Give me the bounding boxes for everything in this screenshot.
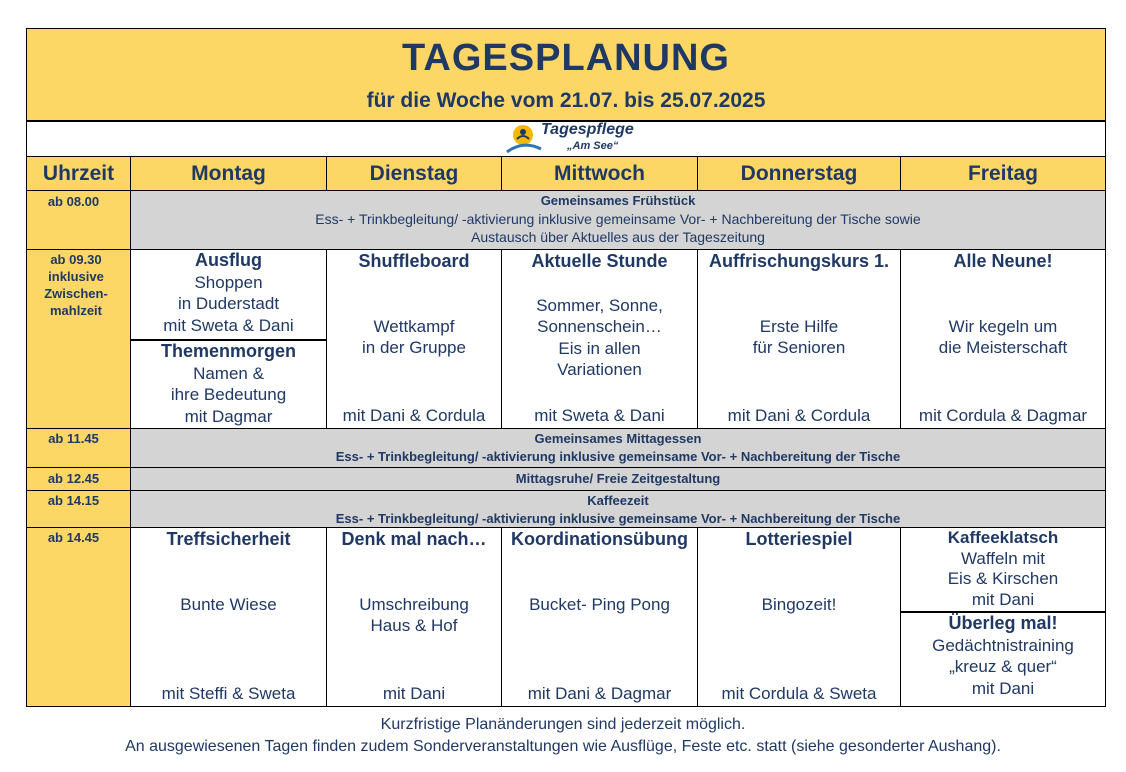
lunch-title: Gemeinsames Mittagessen	[534, 431, 702, 446]
activity-line: ihre Bedeutung	[170, 385, 287, 404]
footer-line: Kurzfristige Planänderungen sind jederzeit möglich.	[380, 716, 746, 733]
activity-line: Variationen	[557, 360, 642, 379]
activity-staff: mit Sweta & Dani	[534, 405, 665, 425]
activity-line: mit Dani	[971, 589, 1035, 609]
morning-friday	[900, 249, 1106, 429]
activity-line: die Meisterschaft	[938, 338, 1068, 357]
activity-line: Umschreibung	[359, 594, 469, 614]
activity-staff: mit Cordula & Dagmar	[918, 405, 1088, 425]
activity-staff: mit Cordula & Sweta	[721, 683, 877, 703]
lunch-band	[130, 428, 1106, 468]
col-header-friday: Freitag	[900, 156, 1106, 191]
morning-tuesday	[326, 249, 502, 429]
morning-monday-excursion	[130, 250, 327, 339]
activity-title: Ausflug	[195, 250, 262, 270]
time-divider	[26, 249, 131, 250]
col-header-tuesday: Dienstag	[326, 156, 502, 191]
activity-line: Erste Hilfe	[759, 316, 839, 336]
activity-title: Lotteriespiel	[745, 529, 853, 549]
activity-line: Gedächtnistraining	[932, 635, 1074, 655]
afternoon-friday-memory	[900, 613, 1106, 706]
time-1145: ab 11.45	[48, 431, 99, 446]
logo	[505, 122, 665, 156]
activity-line: Eis & Kirschen	[947, 569, 1059, 588]
time-divider	[26, 428, 131, 429]
activity-line: mit Dani	[971, 678, 1035, 698]
breakfast-title: Gemeinsames Frühstück	[540, 193, 696, 208]
activity-line: mit Sweta & Dani	[163, 315, 294, 335]
time-1445: ab 14.45	[47, 530, 100, 545]
activity-title: Treffsicherheit	[166, 529, 291, 549]
col-header-time: Uhrzeit	[26, 156, 131, 191]
activity-line: Shoppen	[194, 272, 263, 292]
activity-line: Waffeln mit	[960, 548, 1046, 568]
afternoon-wednesday	[501, 527, 698, 707]
time-0930	[26, 250, 126, 319]
activity-line: Bucket- Ping Pong	[529, 594, 670, 614]
coffee-band	[130, 490, 1106, 528]
page-title: TAGESPLANUNG	[402, 37, 730, 79]
time-0930-line: ab 09.30	[50, 252, 102, 267]
activity-line: Wir kegeln um	[948, 316, 1058, 336]
time-0930-line: mahlzeit	[49, 303, 102, 318]
activity-staff: mit Dani & Dagmar	[527, 683, 672, 703]
activity-line: mit Dagmar	[184, 406, 273, 426]
morning-thursday	[697, 249, 901, 429]
time-0930-line: inklusive	[48, 269, 104, 284]
time-divider	[26, 467, 131, 468]
activity-staff: mit Steffi & Sweta	[161, 683, 296, 703]
activity-title: Shuffleboard	[358, 251, 470, 271]
activity-line: für Senioren	[752, 338, 846, 357]
activity-title: Überleg mal!	[948, 613, 1058, 633]
activity-line: Bingozeit!	[761, 594, 837, 614]
activity-line: Sonnenschein…	[537, 317, 662, 336]
col-header-monday: Montag	[130, 156, 327, 191]
activity-line: Bunte Wiese	[180, 594, 277, 614]
time-divider	[26, 527, 131, 528]
afternoon-monday	[130, 527, 327, 707]
activity-line: in Duderstadt	[177, 294, 280, 313]
rest-title: Mittagsruhe/ Freie Zeitgestaltung	[515, 471, 721, 486]
activity-staff: mit Dani & Cordula	[727, 405, 871, 425]
afternoon-friday-coffee	[900, 528, 1106, 612]
time-divider	[26, 490, 131, 491]
activity-title: Themenmorgen	[160, 341, 297, 361]
morning-monday-theme	[130, 341, 327, 429]
activity-title: Koordinationsübung	[511, 529, 688, 549]
page-subtitle: für die Woche vom 21.07. bis 25.07.2025	[366, 89, 766, 112]
activity-line: Sommer, Sonne,	[536, 295, 663, 315]
logo-subname: „Am See“	[567, 140, 619, 152]
col-header-thursday: Donnerstag	[697, 156, 901, 191]
coffee-title: Kaffeezeit	[587, 493, 649, 508]
time-1415: ab 14.15	[47, 493, 100, 508]
col-header-wednesday: Mittwoch	[501, 156, 698, 191]
activity-line: Eis in allen	[558, 338, 641, 358]
activity-title: Auffrischungskurs 1.	[708, 251, 890, 271]
activity-line: Wettkampf	[373, 316, 455, 336]
time-0800: ab 08.00	[47, 194, 100, 209]
rest-band	[130, 467, 1106, 491]
activity-line: Haus & Hof	[370, 616, 458, 635]
breakfast-line: Ess- + Trinkbegleitung/ -aktivierung inklusive gemeinsame Vor- + Nachbereitung der Tische sowie	[315, 211, 921, 227]
activity-title: Alle Neune!	[953, 251, 1053, 271]
logo-name: Tagespflege	[541, 121, 634, 138]
logo-row	[26, 121, 1106, 157]
footer-note	[0, 714, 1126, 758]
activity-title: Kaffeeklatsch	[947, 528, 1059, 547]
afternoon-tuesday	[326, 527, 502, 707]
morning-wednesday	[501, 249, 698, 429]
activity-title: Aktuelle Stunde	[531, 251, 668, 271]
activity-staff: mit Dani	[382, 683, 446, 703]
breakfast-band	[130, 190, 1106, 250]
breakfast-line: Austausch über Aktuelles aus der Tageszeitung	[471, 229, 765, 245]
coffee-line: Ess- + Trinkbegleitung/ -aktivierung inklusive gemeinsame Vor- + Nachbereitung der Tische	[335, 511, 901, 526]
activity-line: Namen &	[193, 363, 264, 383]
time-1245: ab 12.45	[47, 471, 100, 486]
activity-title: Denk mal nach…	[341, 529, 487, 549]
activity-line: „kreuz & quer“	[949, 657, 1057, 676]
header-banner	[26, 28, 1106, 121]
afternoon-thursday	[697, 527, 901, 707]
tagespflege-logo-icon	[505, 122, 545, 156]
activity-staff: mit Dani & Cordula	[342, 405, 486, 425]
footer-line: An ausgewiesenen Tagen finden zudem Sonderveranstaltungen wie Ausflüge, Feste etc. statt (siehe gesonderter Aushang).	[125, 738, 1001, 755]
lunch-line: Ess- + Trinkbegleitung/ -aktivierung inklusive gemeinsame Vor- + Nachbereitung der Tische	[335, 449, 901, 464]
time-0930-line: Zwischen-	[44, 286, 108, 301]
activity-line: in der Gruppe	[362, 338, 466, 357]
